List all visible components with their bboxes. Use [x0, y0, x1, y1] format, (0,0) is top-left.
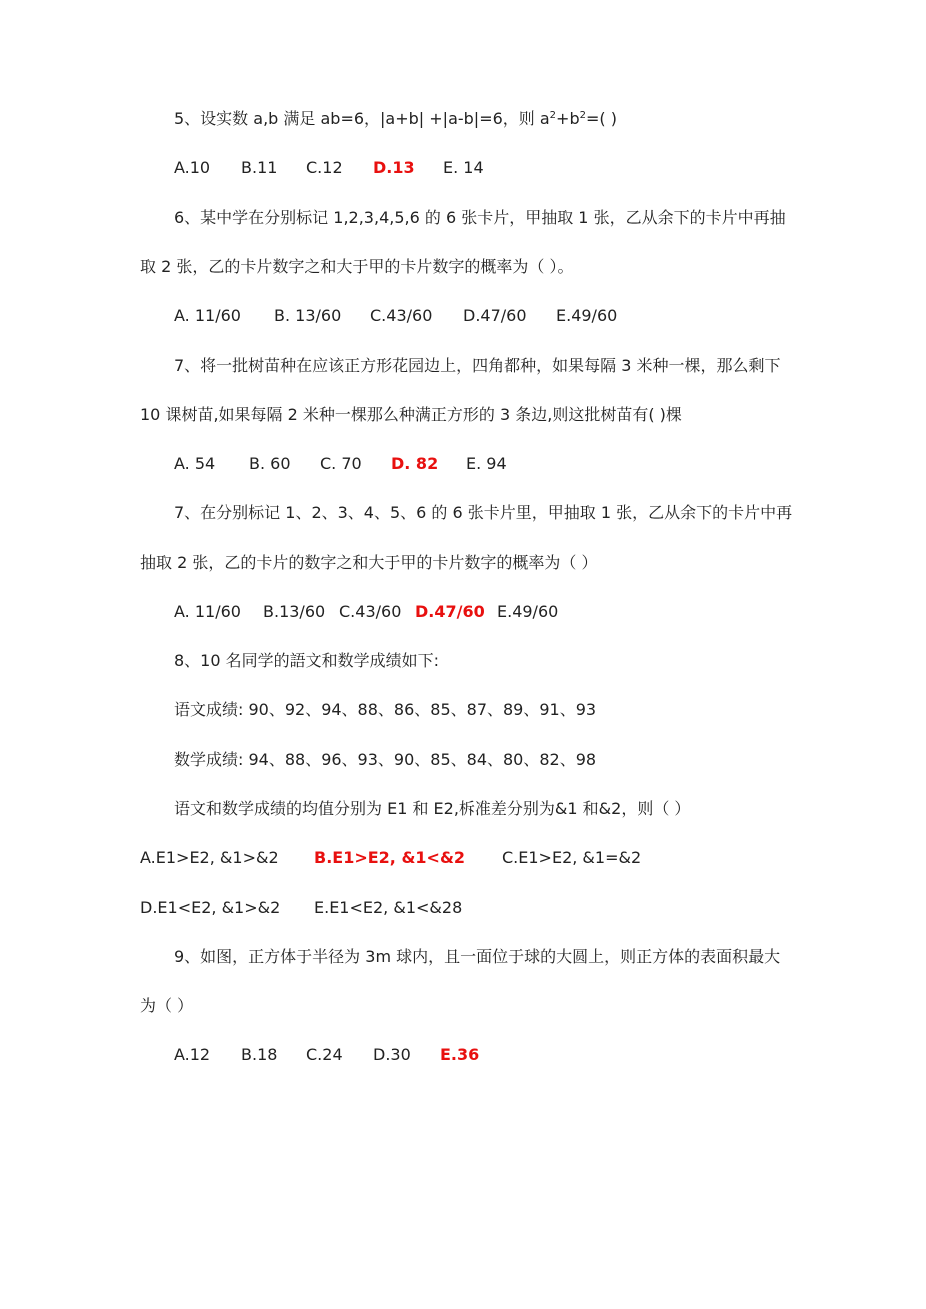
q8-option-e: E.E1<E2, &1<&28 [314, 898, 463, 917]
q8-option-d: D.E1<E2, &1>&2 [140, 898, 281, 917]
q6-line2: 取 2 张，乙的卡片数字之和大于甲的卡片数字的概率为（ ）。 [140, 257, 574, 276]
q9-option-c: C.24 [306, 1045, 343, 1064]
q5-stem-c: =( ) [585, 109, 617, 128]
q7b-option-c: C.43/60 [339, 602, 402, 621]
q5-stem [174, 108, 617, 130]
q7a-option-e: E. 94 [466, 454, 507, 473]
q9-option-e-answer: E.36 [440, 1045, 480, 1064]
q8-line1: 8、10 名同学的語文和数学成绩如下: [174, 651, 440, 670]
q7a-line1: 7、将一批树苗种在应该正方形花园边上，四角都种，如果每隔 3 米种一棵，那么剩下 [174, 356, 781, 375]
q7b-option-a: A. 11/60 [174, 602, 241, 621]
q8-option-c: C.E1>E2, &1=&2 [502, 848, 642, 867]
q8-option-b-answer: B.E1>E2, &1<&2 [314, 848, 466, 867]
q7a-option-a: A. 54 [174, 454, 216, 473]
q6-option-b: B. 13/60 [274, 306, 342, 325]
q6-option-d: D.47/60 [463, 306, 527, 325]
q5-option-d-answer: D.13 [373, 158, 415, 177]
q7b-option-b: B.13/60 [263, 602, 326, 621]
q7a-option-c: C. 70 [320, 454, 362, 473]
q9-line1: 9、如图，正方体于半径为 3m 球内，且一面位于球的大圆上，则正方体的表面积最大 [174, 947, 781, 966]
q7b-line2: 抽取 2 张，乙的卡片的数字之和大于甲的卡片数字的概率为（ ） [140, 553, 598, 572]
q7b-line1: 7、在分别标记 1、2、3、4、5、6 的 6 张卡片里，甲抽取 1 张，乙从余下的卡片中再 [174, 503, 793, 522]
q5-option-a: A.10 [174, 158, 211, 177]
q5-option-e: E. 14 [443, 158, 484, 177]
q5-stem-b: +b [556, 109, 580, 128]
q7a-option-d-answer: D. 82 [391, 454, 439, 473]
q7a-option-b: B. 60 [249, 454, 291, 473]
q8-option-a: A.E1>E2, &1>&2 [140, 848, 279, 867]
q8-math-scores: 数学成绩: 94、88、96、93、90、85、84、80、82、98 [174, 750, 597, 769]
q5-sup1: 2 [549, 110, 557, 121]
q5-stem-a: 5、设实数 a,b 满足 ab=6，|a+b| +|a-b|=6，则 a [174, 109, 550, 128]
q5-option-c: C.12 [306, 158, 343, 177]
q9-option-d: D.30 [373, 1045, 411, 1064]
q5-option-b: B.11 [241, 158, 278, 177]
q9-line2: 为（ ） [140, 996, 194, 1015]
q9-option-b: B.18 [241, 1045, 278, 1064]
q8-chinese-scores: 语文成绩: 90、92、94、88、86、85、87、89、91、93 [174, 700, 597, 719]
q5-sup2: 2 [579, 110, 586, 121]
q7b-option-d-answer: D.47/60 [415, 602, 485, 621]
q8-question: 语文和数学成绩的均值分别为 E1 和 E2,柝准差分别为&1 和&2，则（ ） [174, 799, 691, 818]
q9-option-a: A.12 [174, 1045, 211, 1064]
q6-option-c: C.43/60 [370, 306, 433, 325]
q6-option-e: E.49/60 [556, 306, 618, 325]
q7a-line2: 10 课树苗,如果每隔 2 米种一棵那么种满正方形的 3 条边,则这批树苗有( )棵 [140, 405, 682, 424]
q7b-option-e: E.49/60 [497, 602, 559, 621]
q6-line1: 6、某中学在分别标记 1,2,3,4,5,6 的 6 张卡片，甲抽取 1 张，乙从余下的卡片中再抽 [174, 208, 786, 227]
q6-option-a: A. 11/60 [174, 306, 241, 325]
